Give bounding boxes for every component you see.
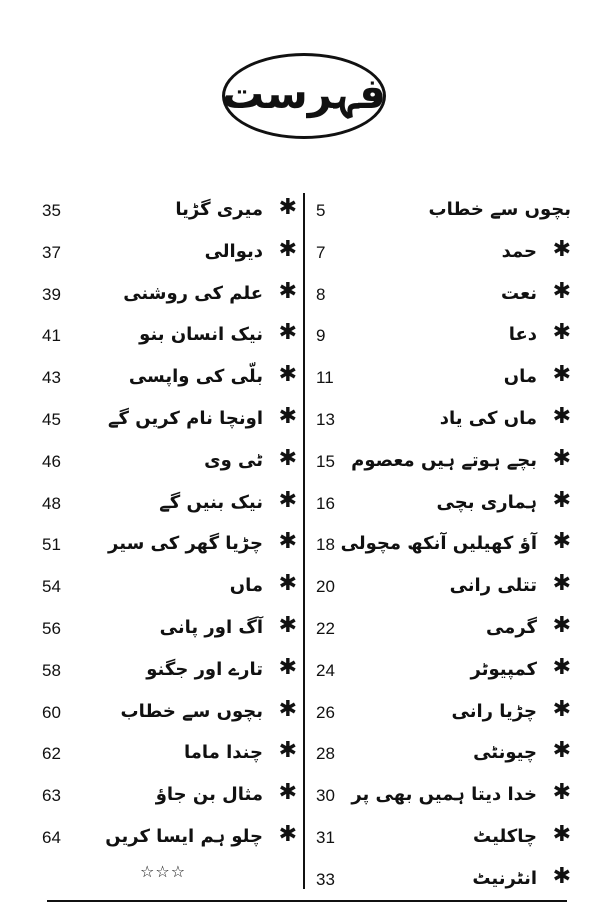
end-ornament: ☆☆☆: [140, 862, 187, 881]
page-number: 5: [316, 201, 326, 220]
asterisk-bullet-icon: ✱: [552, 529, 571, 555]
asterisk-bullet-icon: ✱: [278, 236, 297, 262]
right-column: [316, 195, 571, 906]
toc-entry: [42, 738, 297, 780]
toc-entry: [316, 446, 571, 488]
entry-title: اونچا نام کریں گے: [108, 407, 263, 429]
entry-title: نیک بنیں گے: [159, 491, 263, 513]
asterisk-bullet-icon: ✱: [552, 403, 571, 429]
entry-title: مثال بن جاؤ: [155, 784, 263, 806]
toc-entry: [316, 237, 571, 279]
page-number: 8: [316, 284, 326, 304]
entry-title: ماں کی یاد: [439, 407, 537, 429]
entry-title: نیک انسان بنو: [139, 324, 263, 346]
entry-title: ماں: [229, 575, 263, 597]
entry-title: بچے ہوتے ہیں معصوم: [351, 449, 537, 471]
left-column: [42, 195, 297, 864]
entry-title: کمپیوٹر: [470, 658, 537, 680]
page-number: 24: [316, 660, 335, 680]
page-number: 18: [316, 535, 335, 555]
toc-entry: [42, 529, 297, 571]
page-number: 58: [42, 660, 61, 680]
page-number: 45: [42, 409, 61, 429]
toc-entry: [316, 404, 571, 446]
page-number: 37: [42, 242, 61, 262]
page-number: 41: [42, 326, 61, 346]
toc-entry: [42, 237, 297, 279]
page-number: 9: [316, 326, 326, 346]
asterisk-bullet-icon: ✱: [278, 320, 297, 346]
asterisk-bullet-icon: ✱: [278, 362, 297, 388]
entry-title: آؤ کھیلیں آنکھ مچولی: [340, 533, 537, 555]
asterisk-bullet-icon: ✱: [278, 529, 297, 555]
asterisk-bullet-icon: ✱: [278, 487, 297, 513]
page-number: 39: [42, 284, 61, 304]
page-number: 20: [316, 577, 335, 597]
asterisk-bullet-icon: ✱: [278, 612, 297, 638]
page-number: 28: [316, 744, 335, 764]
entry-title: میری گڑیا: [175, 199, 263, 220]
asterisk-bullet-icon: ✱: [278, 696, 297, 722]
toc-entry: [42, 822, 297, 864]
entry-title: تارے اور جگنو: [146, 658, 263, 680]
entry-title: چاکلیٹ: [473, 825, 537, 847]
asterisk-bullet-icon: ✱: [552, 320, 571, 346]
toc-entry: [42, 488, 297, 530]
asterisk-bullet-icon: ✱: [552, 445, 571, 471]
entry-title: خدا دیتا ہمیں بھی پر: [351, 784, 537, 806]
page-number: 56: [42, 618, 61, 638]
entry-title: چڑیا گھر کی سیر: [108, 533, 263, 555]
entry-title: بچوں سے خطاب: [120, 700, 263, 722]
page-title: فہرست: [222, 69, 387, 118]
page-number: 11: [316, 368, 334, 388]
asterisk-bullet-icon: ✱: [278, 195, 297, 220]
entry-title: چیونٹی: [473, 742, 537, 764]
entry-title: دعا: [508, 324, 537, 346]
page-number: 33: [316, 869, 335, 889]
toc-entry: [316, 195, 571, 237]
entry-title: تتلی رانی: [449, 575, 537, 597]
toc-entry: [316, 320, 571, 362]
entry-title: آگ اور پانی: [159, 616, 263, 638]
toc-entry: [316, 822, 571, 864]
asterisk-bullet-icon: ✱: [552, 487, 571, 513]
toc-entry: [316, 279, 571, 321]
asterisk-bullet-icon: ✱: [552, 362, 571, 388]
asterisk-bullet-icon: ✱: [278, 738, 297, 764]
asterisk-bullet-icon: ✱: [278, 654, 297, 680]
asterisk-bullet-icon: ✱: [552, 571, 571, 597]
page-number: 16: [316, 493, 335, 513]
page-number: 35: [42, 201, 61, 220]
entry-title: چلو ہم ایسا کریں: [105, 825, 263, 847]
page-number: 15: [316, 451, 335, 471]
page-number: 31: [316, 827, 335, 847]
toc-entry: [42, 446, 297, 488]
toc-entry: [42, 362, 297, 404]
entry-title: ٹی وی: [204, 449, 263, 471]
toc-entry: [316, 571, 571, 613]
page-number: 30: [316, 786, 335, 806]
page-number: 54: [42, 577, 61, 597]
asterisk-bullet-icon: ✱: [552, 278, 571, 304]
toc-entry: [42, 780, 297, 822]
toc-entry: [316, 655, 571, 697]
asterisk-bullet-icon: ✱: [552, 612, 571, 638]
entry-title: بلّی کی واپسی: [128, 366, 263, 388]
toc-entry: [316, 362, 571, 404]
toc-entry: [316, 613, 571, 655]
page-number: 63: [42, 786, 61, 806]
title-oval: [222, 53, 386, 139]
entry-title: ماں: [503, 366, 537, 388]
page-number: 46: [42, 451, 61, 471]
page-number: 51: [42, 535, 61, 555]
toc-entry: [42, 195, 297, 237]
asterisk-bullet-icon: ✱: [552, 696, 571, 722]
page-number: 43: [42, 368, 61, 388]
asterisk-bullet-icon: ✱: [278, 780, 297, 806]
entry-title: علم کی روشنی: [123, 282, 263, 304]
page-number: 60: [42, 702, 61, 722]
asterisk-bullet-icon: ✱: [278, 821, 297, 847]
toc-entry: [42, 697, 297, 739]
entry-title: انٹرنیٹ: [472, 867, 537, 889]
page-number: 48: [42, 493, 61, 513]
asterisk-bullet-icon: ✱: [552, 236, 571, 262]
entry-title: بچوں سے خطاب: [428, 199, 571, 220]
toc-entry: [316, 738, 571, 780]
toc-entry: [42, 404, 297, 446]
asterisk-bullet-icon: ✱: [278, 278, 297, 304]
entry-title: ہماری بچی: [436, 491, 537, 513]
toc-entry: [42, 571, 297, 613]
page-number: 64: [42, 827, 61, 847]
asterisk-bullet-icon: ✱: [278, 445, 297, 471]
asterisk-bullet-icon: ✱: [552, 738, 571, 764]
asterisk-bullet-icon: ✱: [552, 863, 571, 889]
entry-title: دیوالی: [204, 240, 263, 262]
asterisk-bullet-icon: ✱: [552, 780, 571, 806]
entry-title: چڑیا رانی: [451, 700, 537, 722]
toc-entry: [316, 488, 571, 530]
page-number: 22: [316, 618, 335, 638]
entry-title: گرمی: [485, 616, 537, 638]
page-number: 13: [316, 409, 335, 429]
toc-entry: [42, 279, 297, 321]
toc-entry: [316, 780, 571, 822]
entry-title: حمد: [501, 240, 537, 262]
asterisk-bullet-icon: ✱: [278, 571, 297, 597]
toc-entry: [316, 697, 571, 739]
toc-entry: [42, 320, 297, 362]
toc-entry: [42, 613, 297, 655]
page-number: 62: [42, 744, 61, 764]
column-divider: [303, 193, 305, 889]
asterisk-bullet-icon: ✱: [278, 403, 297, 429]
entry-title: چندا ماما: [184, 742, 263, 764]
toc-entry: [42, 655, 297, 697]
toc-entry: [316, 529, 571, 571]
bottom-rule: [47, 900, 567, 902]
asterisk-bullet-icon: ✱: [552, 654, 571, 680]
entry-title: نعت: [501, 282, 537, 304]
page-number: 7: [316, 242, 326, 262]
page-number: 26: [316, 702, 335, 722]
asterisk-bullet-icon: ✱: [552, 821, 571, 847]
